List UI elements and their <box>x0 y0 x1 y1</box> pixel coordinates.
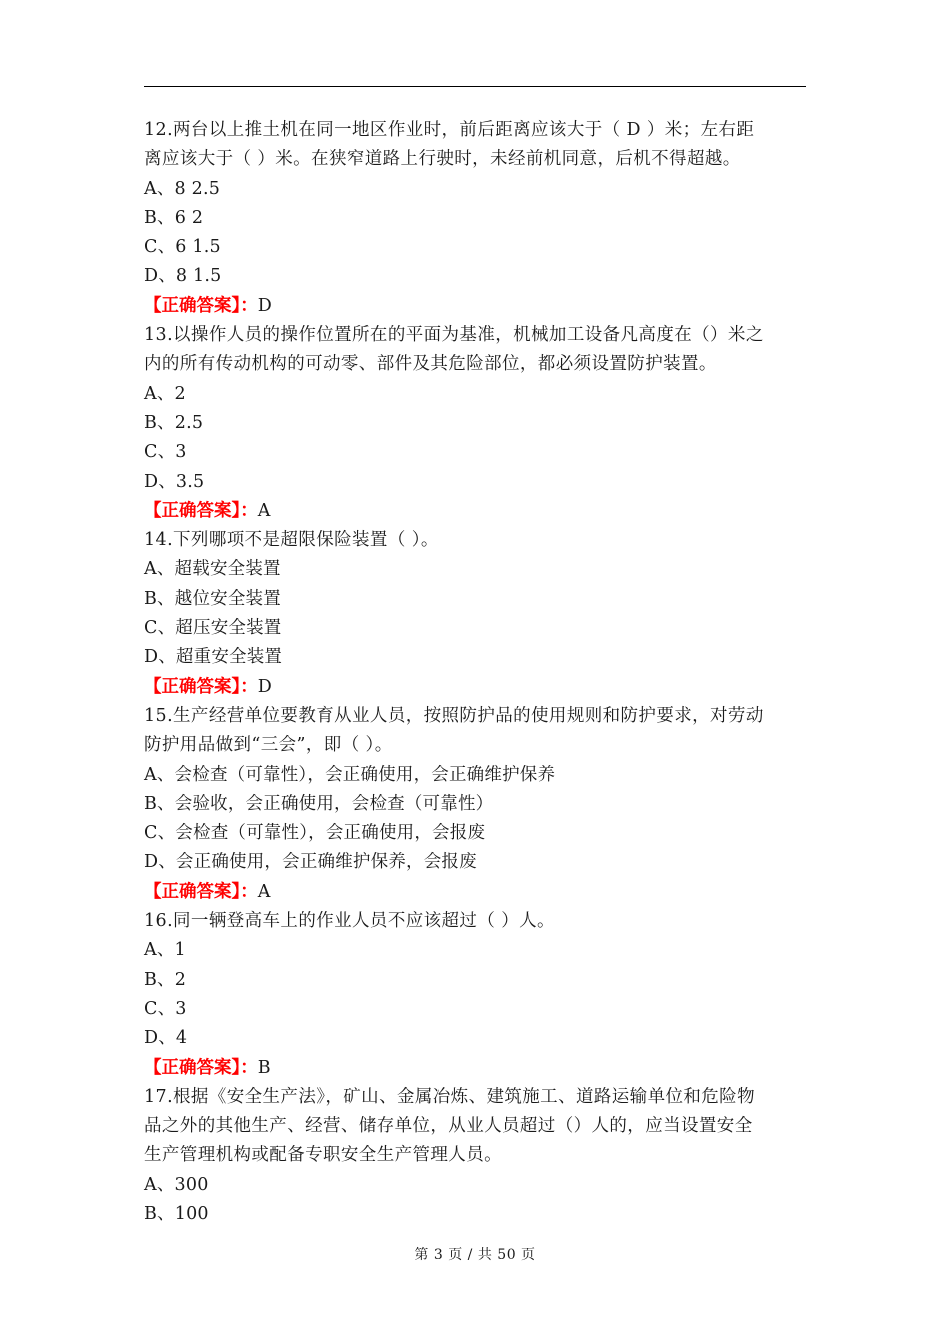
question-block <box>144 1083 808 1229</box>
question-text: 生产管理机构或配备专职安全生产管理人员。 <box>144 1145 502 1166</box>
answer-label: 【正确答案】： <box>144 500 258 521</box>
question-text: 离应该大于（ ）米。在狭窄道路上行驶时，未经前机同意，后机不得超越。 <box>144 149 741 170</box>
question-text: 13.以操作人员的操作位置所在的平面为基准，机械加工设备凡高度在（）米之 <box>144 325 764 346</box>
option-b: B、2.5 <box>144 412 204 433</box>
question-text: 内的所有传动机构的可动零、部件及其危险部位，都必须设置防护装置。 <box>144 354 717 375</box>
question-block <box>144 907 808 1083</box>
answer-value: D <box>257 676 272 697</box>
answer-label: 【正确答案】： <box>144 676 258 697</box>
option-b: B、6 2 <box>144 207 204 228</box>
answer-label: 【正确答案】： <box>144 1057 258 1078</box>
option-a: A、超载安全装置 <box>144 559 281 580</box>
option-c: C、3 <box>144 442 187 463</box>
question-block <box>144 702 808 907</box>
option-b: B、越位安全装置 <box>144 588 281 609</box>
question-text: 15.生产经营单位要教育从业人员，按照防护品的使用规则和防护要求，对劳动 <box>144 705 764 726</box>
option-a: A、1 <box>144 940 186 961</box>
option-a: A、2 <box>144 383 186 404</box>
header-rule <box>144 86 806 87</box>
question-block <box>144 321 808 526</box>
answer-label: 【正确答案】： <box>144 881 258 902</box>
question-text: 16.同一辆登高车上的作业人员不应该超过（ ）人。 <box>144 911 555 932</box>
answer-value: A <box>257 500 271 521</box>
option-d: D、超重安全装置 <box>144 647 283 668</box>
option-b: B、100 <box>144 1203 209 1224</box>
answer-row <box>144 292 808 321</box>
question-text: 17.根据《安全生产法》，矿山、金属冶炼、建筑施工、道路运输单位和危险物 <box>144 1086 755 1107</box>
answer-row <box>144 878 808 907</box>
answer-row <box>144 1054 808 1083</box>
question-text: 品之外的其他生产、经营、储存单位，从业人员超过（）人的，应当设置安全 <box>144 1116 753 1137</box>
answer-value: B <box>257 1057 271 1078</box>
question-text: 14.下列哪项不是超限保险装置（ ）。 <box>144 530 439 551</box>
option-a: A、8 2.5 <box>144 178 221 199</box>
question-block <box>144 116 808 321</box>
question-list <box>144 116 808 1229</box>
option-c: C、6 1.5 <box>144 237 221 258</box>
option-d: D、4 <box>144 1028 188 1049</box>
option-d: D、会正确使用，会正确维护保养，会报废 <box>144 852 477 873</box>
answer-label: 【正确答案】： <box>144 295 258 316</box>
option-a: A、会检查（可靠性），会正确使用，会正确维护保养 <box>144 764 556 785</box>
option-a: A、300 <box>144 1174 209 1195</box>
question-block <box>144 526 808 702</box>
answer-row <box>144 497 808 526</box>
question-text: 12.两台以上推土机在同一地区作业时，前后距离应该大于（ D ）米；左右距 <box>144 120 755 140</box>
option-b: B、会验收，会正确使用，会检查（可靠性） <box>144 793 494 814</box>
option-d: D、8 1.5 <box>144 266 222 287</box>
question-text: 防护用品做到“三会”，即（ ）。 <box>144 735 393 756</box>
option-c: C、会检查（可靠性），会正确使用，会报废 <box>144 823 486 844</box>
page-footer: 第 3 页 / 共 50 页 <box>414 1247 536 1263</box>
option-d: D、3.5 <box>144 471 205 492</box>
answer-row <box>144 673 808 702</box>
option-c: C、超压安全装置 <box>144 618 282 639</box>
answer-value: D <box>257 295 272 316</box>
answer-value: A <box>257 881 271 902</box>
option-b: B、2 <box>144 969 187 990</box>
option-c: C、3 <box>144 998 187 1019</box>
